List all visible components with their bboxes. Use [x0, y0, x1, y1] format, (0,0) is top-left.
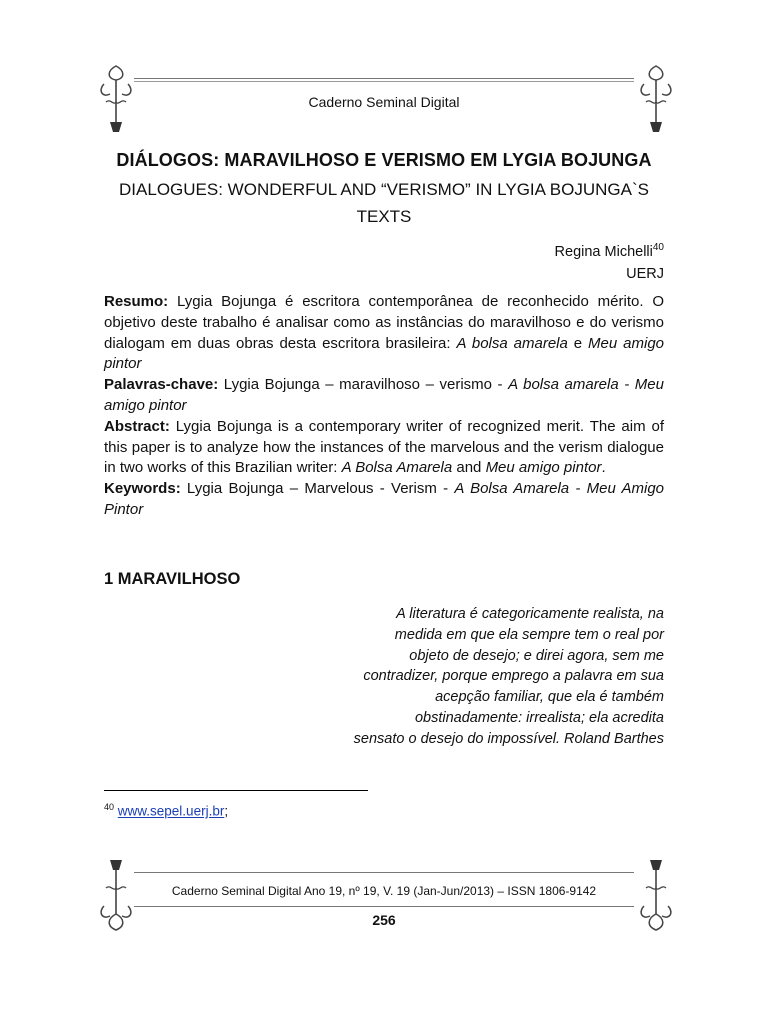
author-footnote-marker[interactable]: 40 — [652, 242, 664, 253]
footnote-separator — [104, 790, 368, 791]
author-name — [555, 242, 664, 260]
section-heading: 1 MARAVILHOSO — [104, 570, 241, 588]
footer-citation: Caderno Seminal Digital Ano 19, nº 19, V. 19 (Jan-Jun/2013) – ISSN 1806-9142 — [171, 884, 597, 898]
abstract-conjunction: and — [452, 459, 486, 477]
page-number: 256 — [372, 912, 396, 928]
resumo-work-1: A bolsa amarela — [456, 334, 568, 352]
ornament-bottom-rule-2 — [134, 906, 634, 907]
author-affiliation: UERJ — [626, 266, 664, 282]
epigraph-line: A literatura é categoricamente realista, na — [396, 606, 664, 622]
keywords-paragraph — [104, 479, 664, 521]
title-en-line-2: TEXTS — [356, 207, 412, 226]
abstract-paragraph — [104, 417, 664, 479]
epigraph-line: contradizer, porque emprego a palavra em sua — [363, 668, 664, 685]
footnote-link[interactable]: www.sepel.uerj.br — [117, 803, 225, 819]
journal-header: Caderno Seminal Digital — [308, 94, 460, 110]
palavras-chave-italic: A bolsa amarela - Meu amigo pintor — [104, 376, 664, 414]
article-title: DIÁLOGOS: MARAVILHOSO E VERISMO EM LYGIA BOJUNGA — [116, 150, 652, 170]
ornament-top-rule — [134, 78, 634, 79]
resumo-paragraph — [104, 292, 664, 375]
keywords-label: Keywords: — [104, 480, 181, 498]
epigraph-line: objeto de desejo; e direi agora, sem me — [409, 647, 664, 664]
ornament-top-rule-2 — [134, 81, 634, 82]
palavras-chave-paragraph — [104, 375, 664, 417]
title-en-line-1: DIALOGUES: WONDERFUL AND “VERISMO” IN LYGIA BOJUNGA`S — [119, 180, 649, 199]
epigraph-line: medida em que ela sempre tem o real por — [394, 626, 664, 643]
abstract-work-1: A Bolsa Amarela — [341, 459, 453, 477]
abstract-work-2: Meu amigo pintor — [485, 459, 602, 477]
ornament-bottom-rule — [134, 872, 634, 873]
footnote-trailing: ; — [224, 803, 229, 819]
abstract-block — [104, 292, 664, 521]
palavras-chave-label: Palavras-chave: — [104, 376, 219, 394]
resumo-label: Resumo: — [104, 293, 169, 310]
palavras-chave-text: Lygia Bojunga – maravilhoso – verismo - — [218, 376, 509, 394]
footnote — [104, 802, 228, 819]
keywords-text: Lygia Bojunga – Marvelous - Verism - — [180, 480, 455, 498]
abstract-label: Abstract: — [104, 417, 170, 435]
abstract-end: . — [601, 459, 606, 477]
epigraph-line: obstinadamente: irrealista; ela acredita — [414, 709, 664, 726]
resumo-work-2: Meu amigo pintor — [104, 334, 665, 373]
epigraph-line: acepção familiar, que ela é também — [435, 689, 664, 706]
article-title-english — [80, 176, 688, 230]
footnote-marker: 40 — [104, 802, 115, 812]
epigraph-line: sensato o desejo do impossível. Roland Barthes — [353, 730, 664, 747]
resumo-conjunction: e — [567, 334, 589, 352]
abstract-text: Lygia Bojunga is a contemporary writer of recognized merit. The aim of this paper is to analyze how the instances of the marvelous and the verism dialogue in two works of this Brazilian writer: — [104, 417, 664, 477]
resumo-text: Lygia Bojunga é escritora contemporânea de reconhecido mérito. O objetivo deste trabalho é analisar como as instâncias do maravilhoso e do verismo dialogam em duas obras desta escritora brasileira: — [104, 293, 664, 352]
epigraph — [244, 604, 664, 750]
keywords-italic: A Bolsa Amarela - Meu Amigo Pintor — [104, 480, 665, 518]
author-name-text: Regina Michelli — [554, 243, 653, 260]
